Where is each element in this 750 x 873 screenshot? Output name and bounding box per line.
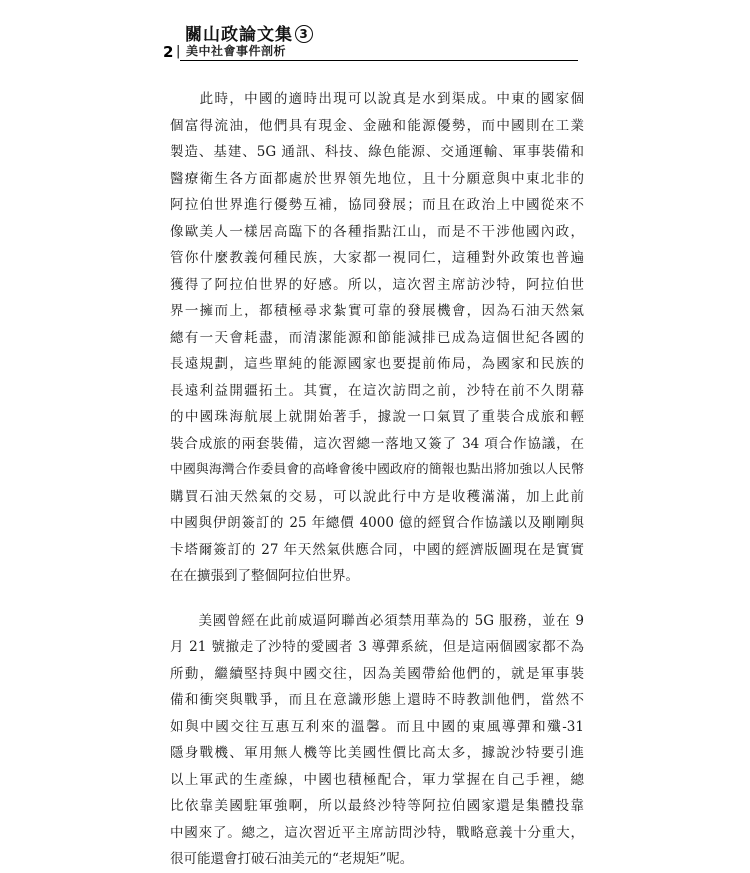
text-line: 備和衝突與戰爭，而且在意識形態上還時不時教訓他們，當然不 bbox=[170, 692, 584, 708]
text-line: 像歐美人一樣居高臨下的各種指點江山，而是不干涉他國內政， bbox=[170, 223, 584, 240]
text-line: 管你什麼教義何種民族，大家都一視同仁，這種對外政策也普遍 bbox=[170, 250, 584, 266]
text-line: 中國來了。總之，這次習近平主席訪問沙特，戰略意義十分重大， bbox=[170, 824, 584, 841]
text-line: 長遠規劃，這些單純的能源國家也要提前佈局，為國家和民族的 bbox=[170, 356, 584, 372]
text-line: 以上軍武的生產線，中國也積極配合，軍力掌握在自己手裡，總 bbox=[170, 771, 584, 788]
text-line: 此時，中國的適時出現可以說真是水到渠成。中東的國家個 bbox=[170, 91, 584, 107]
running-header bbox=[163, 20, 583, 62]
paragraph bbox=[170, 608, 584, 873]
text-line: 所動，繼續堅持與中國交往，因為美國帶給他們的，就是軍事裝 bbox=[170, 665, 584, 682]
book-subtitle: 美中社會事件剖析 bbox=[186, 44, 287, 58]
text-line: 美國曾經在此前威逼阿聯酋必須禁用華為的 5G 服務，並在 9 bbox=[170, 612, 584, 629]
text-line: 的中國珠海航展上就開始著手，據說一口氣買了重裝合成旅和輕 bbox=[170, 409, 584, 425]
page-body bbox=[170, 86, 584, 873]
text-line: 界一擁而上，都積極尋求紮實可靠的發展機會，因為石油天然氣 bbox=[170, 303, 584, 319]
text-line: 總有一天會耗盡，而清潔能源和節能減排已成為這個世紀各國的 bbox=[170, 329, 584, 346]
text-line: 比依靠美國駐軍強啊，所以最終沙特等阿拉伯國家還是集體投靠 bbox=[170, 798, 584, 814]
text-line: 很可能還會打破石油美元的“老規矩”呢。 bbox=[170, 851, 414, 867]
text-line: 中國與伊朗簽訂的 25 年總價 4000 億的經貿合作協議以及剛剛與 bbox=[170, 515, 584, 531]
text-line: 獲得了阿拉伯世界的好感。所以，這次習主席訪沙特，阿拉伯世 bbox=[170, 276, 584, 293]
text-line: 阿拉伯世界進行優勢互補，協同發展；而且在政治上中國從來不 bbox=[170, 197, 584, 213]
text-line: 裝合成旅的兩套裝備，這次習總一落地又簽了 34 項合作協議，在 bbox=[170, 435, 584, 452]
page-number: 2 bbox=[163, 43, 174, 61]
text-line: 中國與海灣合作委員會的高峰會後中國政府的簡報也點出將加強以人民幣 bbox=[170, 462, 584, 477]
paragraph bbox=[170, 86, 584, 590]
text-line: 月 21 號撤走了沙特的愛國者 3 導彈系統，但是這兩個國家都不為 bbox=[170, 639, 584, 655]
text-line: 如與中國交往互惠互利來的溫馨。而且中國的東風導彈和殲-31 bbox=[170, 718, 584, 735]
volume-number-badge: 3 bbox=[295, 25, 313, 43]
text-line: 購買石油天然氣的交易，可以說此行中方是收穫滿滿，加上此前 bbox=[170, 488, 584, 505]
text-line: 醫療衛生各方面都處於世界領先地位，且十分願意與中東北非的 bbox=[170, 170, 584, 187]
header-rule bbox=[180, 60, 578, 61]
text-line: 製造、基建、5G 通訊、科技、綠色能源、交通運輸、軍事裝備和 bbox=[170, 144, 584, 160]
text-line: 個富得流油，他們具有現金、金融和能源優勢，而中國則在工業 bbox=[170, 117, 584, 134]
header-separator: | bbox=[176, 44, 181, 59]
text-line: 卡塔爾簽訂的 27 年天然氣供應合同，中國的經濟版圖現在是實實 bbox=[170, 541, 584, 558]
book-title-text: 關山政論文集 bbox=[185, 25, 293, 45]
text-line: 在在擴張到了整個阿拉伯世界。 bbox=[170, 568, 359, 584]
text-line: 隱身戰機、軍用無人機等比美國性價比高太多，據說沙特要引進 bbox=[170, 745, 584, 761]
text-line: 長遠利益開疆拓土。其實，在這次訪問之前，沙特在前不久閉幕 bbox=[170, 382, 584, 399]
